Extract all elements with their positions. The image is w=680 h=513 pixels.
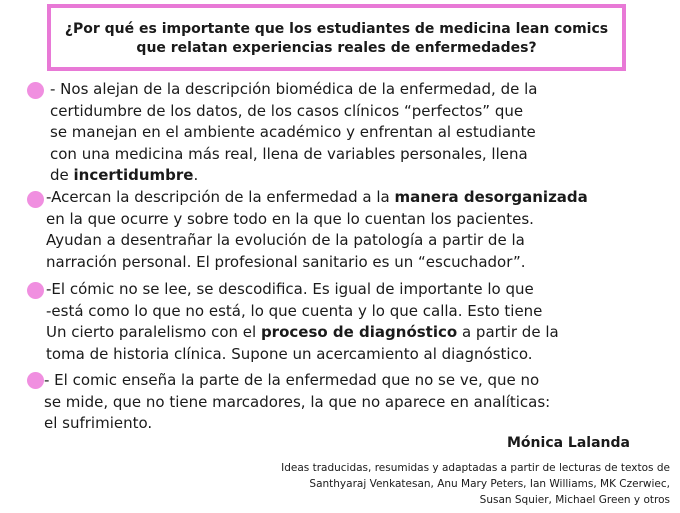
item-text: - El comic enseña la parte de la enfermedad que no se ve, que no se mide, que no tiene marcadores, la que no aparece en analíticas: el sufrimiento. [44,371,551,432]
bullet-dot [27,372,44,389]
credits-note: Ideas traducidas, resumidas y adaptadas a partir de lecturas de textos de Santhyaraj Venkatesan, Anu Mary Peters, Ian Williams, MK Czerwiec, Susan Squier, Michael Green y otros [281,462,670,506]
bullet-dot [27,191,44,208]
item-text: -Acercan la descripción de la enfermedad a la manera desorganizada en la que ocurre y sobre todo en la que lo cuentan los pacientes. Ayudan a desentrañar la evolución de la patología a partir de la narración personal. El profesional sanitario es un “escuchador”. [46,188,588,271]
item-text: -El cómic no se lee, se descodifica. Es igual de importante lo que -está como lo que no está, lo que cuenta y lo que calla. Esto tiene Un cierto paralelismo con el proceso de diagnóstico a partir de la toma de historia clínica. Supone un acercamiento al diagnóstico. [46,280,559,363]
item-text: - Nos alejan de la descripción biomédica de la enfermedad, de la certidumbre de los datos, de los casos clínicos “perfectos” que se manejan en el ambiente académico y enfrentan al estudiante con una medicina más real, llena de variables personales, llena de incertidumbre. [50,80,538,184]
bullet-dot [27,82,44,99]
title-line-1: ¿Por qué es importante que los estudiantes de medicina lean comics [64,21,609,37]
title-frame [47,4,626,71]
page-title [51,20,622,58]
author-name: Mónica Lalanda [507,435,630,451]
title-line-2: que relatan experiencias reales de enfermedades? [136,40,537,56]
bullet-dot [27,282,44,299]
